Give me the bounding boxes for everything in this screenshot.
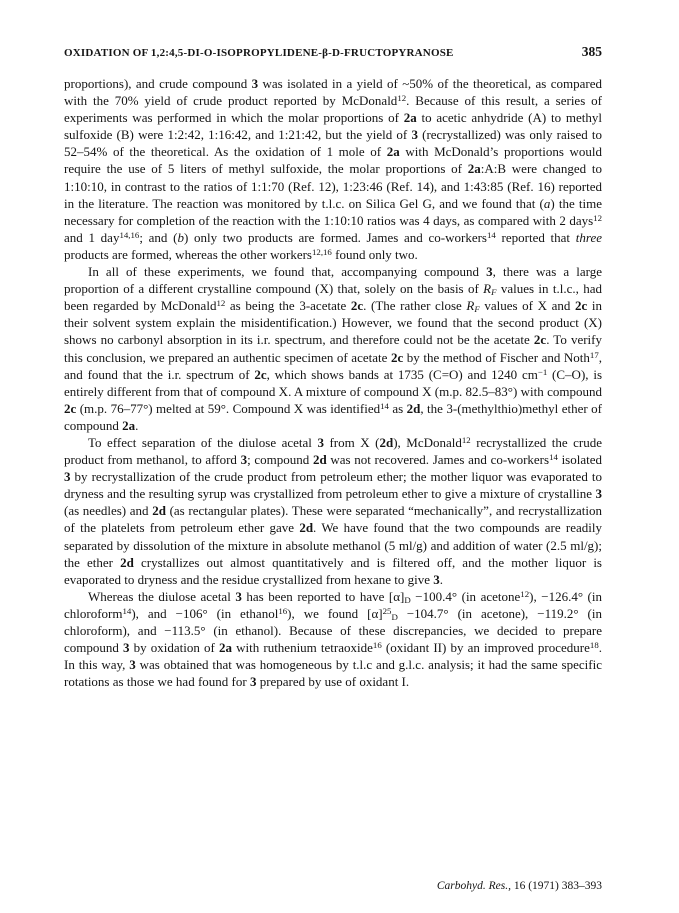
- journal-volume: 16 (1971) 383–393: [513, 880, 602, 892]
- paragraph: proportions), and crude compound 3 was isolated in a yield of ~50% of the theoretical, as compared with the 70% yield of crude product reported by McDonald$^{12}$. Because of this result, a series of experiments was performed in which the molar proportions of 2a to acetic anhydride (A) to methyl sulfoxide (B) were 1:2:42, 1:16:42, and 1:21:42, but the yield of 3 (recrystallized) was only raised to 52–54% of the theoretical. As the oxidation of 1 mole of 2a with McDonald’s proportions would require the use of 5 liters of methyl sulfoxide, the molar proportions of 2a:A:B were changed to 1:10:10, in contrast to the ratios of 1:1:70 (Ref. 12), 1:23:46 (Ref. 14), and 1:43:85 (Ref. 16) reported in the literature. The reaction was monitored by t.l.c. on Silica Gel G, and we found that (a) the time necessary for completion of the reaction with the 1:10:10 ratios was 4 days, as compared with 2 days$^{12}$ and 1 day$^{14,16}$; and (b) only two products are formed. James and co-workers$^{14}$ reported that three products are formed, whereas the other workers$^{12,16}$ found only two.: [64, 76, 603, 262]
- body-text: [64, 75, 602, 690]
- paragraph: Whereas the diulose acetal 3 has been reported to have $[\alpha]_D -100.4^\circ$ (in acetone$^{12}$), −126.4° (in chloroform$^{14}$), and −106° (in ethanol$^{16}$), we found $[\alpha]^{25}_D -104.7^\circ$ (in acetone), −119.2° (in chloroform), and −113.5° (in ethanol). Because of these discrepancies, we decided to prepare compound 3 by oxidation of 2a with ruthenium tetraoxide$^{16}$ (oxidant II) by an improved procedure$^{18}$. In this way, 3 was obtained that was homogeneous by t.l.c and g.l.c. analysis; it had the same specific rotations as those we had found for 3 prepared by use of oxidant I.: [64, 588, 602, 690]
- paragraph: In all of these experiments, we found that, accompanying compound 3, there was a large proportion of a different crystalline compound (X) that, solely on the basis of $R_F$ values in t.l.c., had been regarded by McDonald$^{12}$ as being the 3-acetate 2c. (The rather close $R_F$ values of X and 2c in their solvent system explain the misidentification.) However, we found that the second product (X) shows no carbonyl absorption in its i.r. spectrum, and therefore could not be the acetate 2c. To verify this conclusion, we prepared an authentic specimen of acetate 2c by the method of Fischer and Noth$^{17}$, and found that the i.r. spectrum of 2c, which shows bands at 1735 (C=O) and 1240 $cm^{-1}$ (C–O), is entirely different from that of compound X. A mixture of compound X (m.p. 82.5–83°) with compound 2c (m.p. 76–77°) melted at 59°. Compound X was identified$^{14}$ as 2d, the 3-(methylthio)methyl ether of compound 2a.: [64, 264, 603, 433]
- running-title: OXIDATION OF 1,2:4,5-DI-O-ISOPROPYLIDENE-β-D-FRUCTOPYRANOSE: [64, 47, 454, 59]
- journal-name: Carbohyd. Res.: [436, 880, 509, 892]
- page-header: [64, 44, 602, 60]
- page-footer: Carbohyd. Res., 16 (1971) 383–393: [436, 880, 602, 892]
- paragraph: To effect separation of the diulose acetal 3 from X (2d), McDonald$^{12}$ recrystallized the crude product from methanol, to afford 3; compound 2d was not recovered. James and co-workers$^{14}$ isolated 3 by recrystallization of the crude product from petroleum ether; the mother liquor was evaporated to dryness and the resulting syrup was crystallized from petroleum ether to give a mixture of crystalline 3 (as needles) and 2d (as rectangular plates). These were separated “mechanically”, and recrystallization of the platelets from petroleum ether gave 2d. We have found that the two compounds are readily separated by dissolution of the mixture in absolute methanol (5 ml/g) and addition of water (2.5 ml/g); the ether 2d crystallizes out almost quantitatively and is filtered off, and the mother liquor is evaporated to dryness and the residue crystallized from hexane to give 3.: [64, 434, 602, 587]
- page-number: 385: [581, 44, 602, 59]
